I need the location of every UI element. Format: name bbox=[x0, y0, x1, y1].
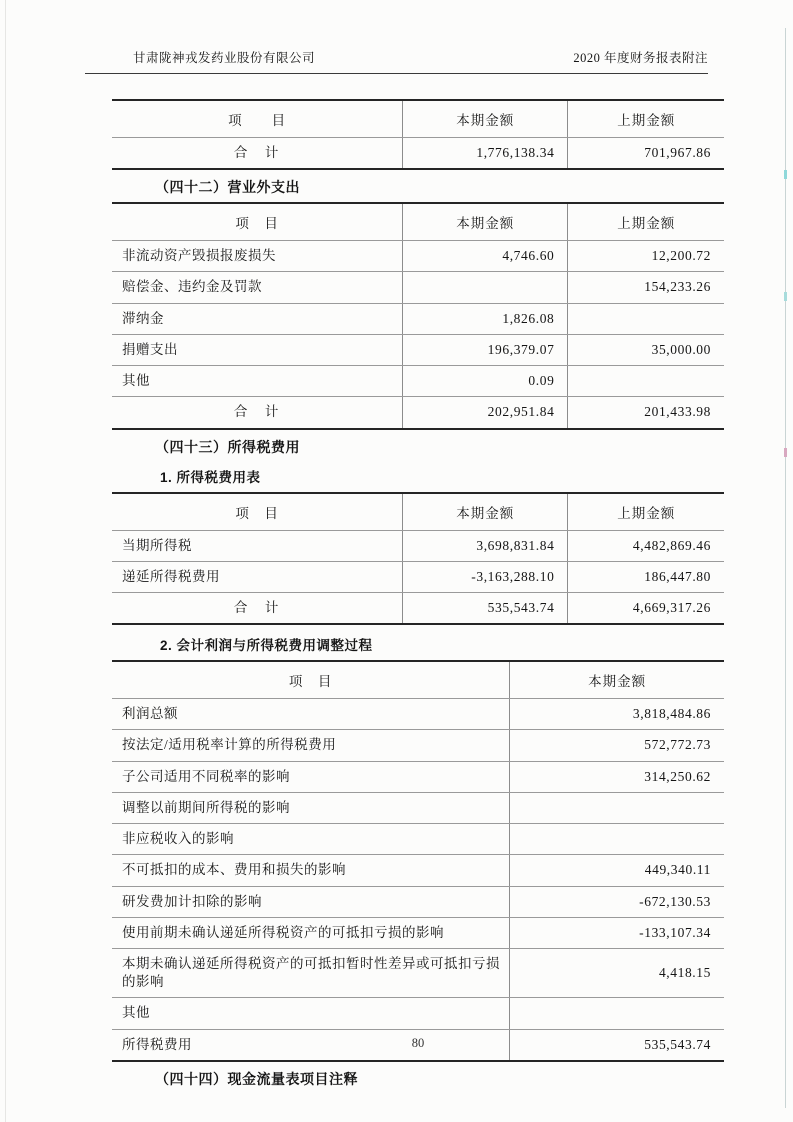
table-row bbox=[112, 917, 724, 948]
cell-value bbox=[510, 998, 724, 1029]
cell-value: 196,379.07 bbox=[403, 334, 568, 365]
financial-table-non-operating-expenses bbox=[112, 202, 724, 429]
table-row bbox=[112, 855, 724, 886]
cell-value: 1,826.08 bbox=[403, 303, 568, 334]
cell-value: 314,250.62 bbox=[510, 761, 724, 792]
table-row bbox=[112, 366, 724, 397]
cell-value: 535,543.74 bbox=[403, 592, 568, 624]
cell-value: 201,433.98 bbox=[568, 397, 724, 429]
table-row bbox=[112, 303, 724, 334]
table-header-row bbox=[112, 493, 724, 531]
column-header: 本期金额 bbox=[510, 661, 724, 699]
table-row bbox=[112, 561, 724, 592]
row-label: 其他 bbox=[112, 998, 510, 1029]
table-row bbox=[112, 792, 724, 823]
row-label: 利润总额 bbox=[112, 699, 510, 730]
table-row bbox=[112, 699, 724, 730]
table-row bbox=[112, 886, 724, 917]
subsection-heading-43-2: 2. 会计利润与所得税费用调整过程 bbox=[160, 638, 373, 654]
row-label: 合 计 bbox=[233, 145, 281, 160]
cell-value: -133,107.34 bbox=[510, 917, 724, 948]
table-row bbox=[112, 824, 724, 855]
cell-value: 4,418.15 bbox=[510, 948, 724, 997]
section-heading-44: （四十四）现金流量表项目注释 bbox=[155, 1070, 358, 1087]
column-header: 上期金额 bbox=[568, 100, 724, 138]
table-row bbox=[112, 730, 724, 761]
row-label: 使用前期未确认递延所得税资产的可抵扣亏损的影响 bbox=[112, 917, 510, 948]
column-header: 项 目 bbox=[112, 100, 403, 138]
company-name: 甘肃陇神戎发药业股份有限公司 bbox=[133, 51, 316, 65]
row-label: 滞纳金 bbox=[112, 303, 403, 334]
row-label: 赔偿金、违约金及罚款 bbox=[112, 272, 403, 303]
cell-value: 449,340.11 bbox=[510, 855, 724, 886]
row-label: 捐赠支出 bbox=[112, 334, 403, 365]
row-label: 所得税费用 bbox=[122, 1036, 192, 1052]
table-row bbox=[112, 138, 724, 170]
section-heading-43: （四十三）所得税费用 bbox=[155, 438, 300, 455]
column-header: 项 目 bbox=[112, 203, 403, 241]
subsection-heading-43-1: 1. 所得税费用表 bbox=[160, 469, 261, 485]
row-label: 当期所得税 bbox=[112, 530, 403, 561]
financial-table-carryover-total bbox=[112, 99, 724, 170]
cell-value: 0.09 bbox=[403, 366, 568, 397]
cell-value: 12,200.72 bbox=[568, 241, 724, 272]
table-header-row bbox=[112, 203, 724, 241]
row-label: 调整以前期间所得税的影响 bbox=[112, 792, 510, 823]
report-title: 2020 年度财务报表附注 bbox=[573, 51, 708, 65]
column-header: 项 目 bbox=[112, 493, 403, 531]
page-number: 80 bbox=[411, 1036, 425, 1050]
cell-value: 4,482,869.46 bbox=[568, 530, 724, 561]
cell-value: 3,698,831.84 bbox=[403, 530, 568, 561]
column-header: 项 目 bbox=[112, 661, 510, 699]
scan-edge-artifact bbox=[784, 292, 787, 301]
column-header: 本期金额 bbox=[403, 493, 568, 531]
cell-value: 4,669,317.26 bbox=[568, 592, 724, 624]
cell-value: 572,772.73 bbox=[510, 730, 724, 761]
column-header: 本期金额 bbox=[403, 100, 568, 138]
column-header: 本期金额 bbox=[403, 203, 568, 241]
table-row bbox=[112, 334, 724, 365]
table-row bbox=[112, 761, 724, 792]
cell-value: 35,000.00 bbox=[568, 334, 724, 365]
row-label: 合 计 bbox=[233, 404, 281, 420]
cell-value bbox=[568, 366, 724, 397]
cell-value bbox=[403, 272, 568, 303]
cell-value bbox=[510, 792, 724, 823]
row-label: 按法定/适用税率计算的所得税费用 bbox=[112, 730, 510, 761]
cell-value bbox=[568, 303, 724, 334]
cell-value: 154,233.26 bbox=[568, 272, 724, 303]
section-heading-42: （四十二）营业外支出 bbox=[155, 179, 300, 196]
cell-value: -3,163,288.10 bbox=[403, 561, 568, 592]
cell-value: 701,967.86 bbox=[568, 138, 724, 170]
cell-value: 3,818,484.86 bbox=[510, 699, 724, 730]
row-label: 本期未确认递延所得税资产的可抵扣暂时性差异或可抵扣亏损的影响 bbox=[112, 948, 510, 997]
table-row bbox=[112, 948, 724, 997]
cell-value bbox=[510, 824, 724, 855]
scan-edge-artifact bbox=[5, 0, 6, 1122]
cell-value: 1,776,138.34 bbox=[403, 138, 568, 170]
row-label: 非流动资产毁损报废损失 bbox=[112, 241, 403, 272]
table-row bbox=[112, 272, 724, 303]
table-header-row bbox=[112, 100, 724, 138]
cell-value: 186,447.80 bbox=[568, 561, 724, 592]
row-label: 递延所得税费用 bbox=[112, 561, 403, 592]
page-content bbox=[112, 99, 724, 1094]
row-label: 非应税收入的影响 bbox=[112, 824, 510, 855]
scan-edge-artifact bbox=[784, 170, 787, 179]
financial-table-tax-reconciliation bbox=[112, 660, 724, 1062]
cell-value: 4,746.60 bbox=[403, 241, 568, 272]
table-row bbox=[112, 241, 724, 272]
table-row bbox=[112, 530, 724, 561]
financial-table-income-tax-expense bbox=[112, 492, 724, 626]
page-header bbox=[85, 48, 708, 74]
cell-value: -672,130.53 bbox=[510, 886, 724, 917]
table-header-row bbox=[112, 661, 724, 699]
scan-edge-artifact bbox=[784, 448, 787, 457]
cell-value: 202,951.84 bbox=[403, 397, 568, 429]
row-label: 其他 bbox=[112, 366, 403, 397]
scan-edge-artifact bbox=[785, 28, 786, 1108]
row-label: 研发费加计扣除的影响 bbox=[112, 886, 510, 917]
row-label: 不可抵扣的成本、费用和损失的影响 bbox=[112, 855, 510, 886]
row-label: 合 计 bbox=[233, 599, 281, 615]
row-label: 子公司适用不同税率的影响 bbox=[112, 761, 510, 792]
column-header: 上期金额 bbox=[568, 203, 724, 241]
table-row bbox=[112, 397, 724, 429]
cell-value: 535,543.74 bbox=[510, 1029, 724, 1061]
column-header: 上期金额 bbox=[568, 493, 724, 531]
table-row bbox=[112, 998, 724, 1029]
table-row bbox=[112, 592, 724, 624]
